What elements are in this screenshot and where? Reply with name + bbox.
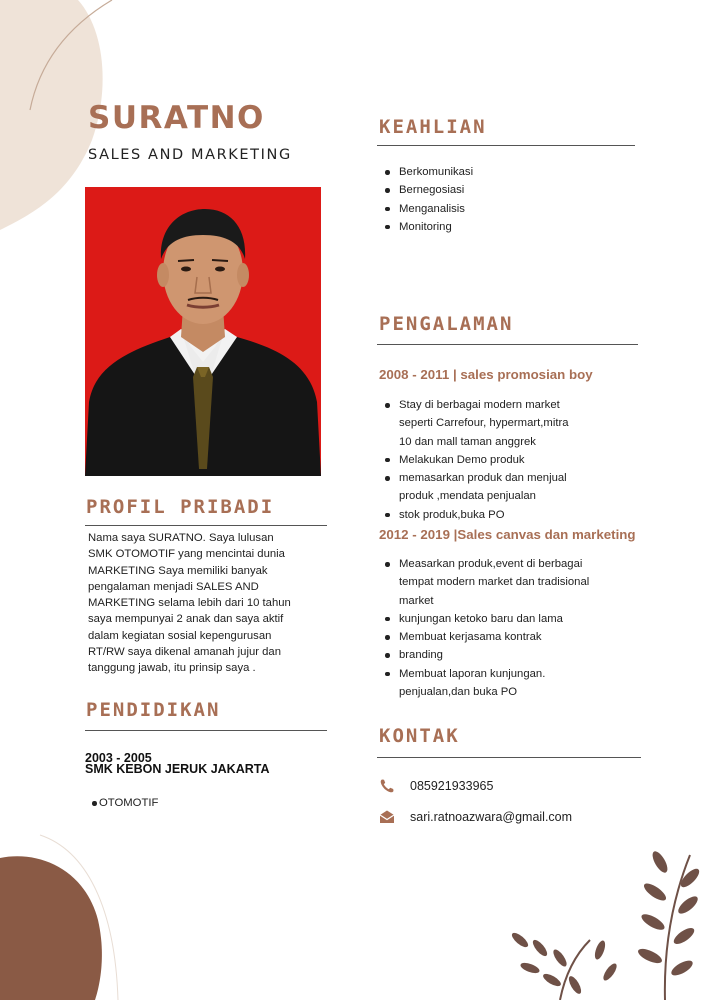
person-illustration bbox=[85, 187, 321, 476]
profil-line: RT/RW saya dikenal amanah jujur dan bbox=[88, 646, 281, 659]
profil-line: Nama saya SURATNO. Saya lulusan bbox=[88, 532, 274, 544]
skill-item: Menganalisis bbox=[379, 200, 473, 218]
skill-item: Monitoring bbox=[379, 218, 473, 236]
contact-email bbox=[379, 809, 572, 825]
job-duty bbox=[379, 610, 649, 628]
job-duty-line: market bbox=[399, 594, 434, 607]
job-header: 2012 - 2019 |Sales canvas dan marketing bbox=[379, 527, 636, 542]
kontak-divider bbox=[377, 757, 641, 758]
education-major: OTOMOTIF bbox=[86, 794, 158, 812]
leaf-branch-decoration bbox=[510, 849, 702, 1000]
job-duty bbox=[379, 469, 649, 506]
education-major-list bbox=[86, 794, 158, 812]
keahlian-section-title: KEAHLIAN bbox=[379, 116, 487, 138]
profil-line: tanggung jawab, itu prinsip saya . bbox=[88, 662, 256, 675]
contact-phone-text[interactable]: 085921933965 bbox=[410, 779, 494, 793]
candidate-name: SURATNO bbox=[88, 100, 265, 136]
phone-icon bbox=[379, 778, 395, 794]
profil-divider bbox=[85, 525, 327, 526]
job-duty bbox=[379, 451, 649, 469]
profil-line: dalam kegiatan sosial kepengurusan bbox=[88, 629, 272, 642]
job-duty-line: Membuat kerjasama kontrak bbox=[399, 631, 542, 644]
education-school: SMK KEBON JERUK JAKARTA bbox=[85, 762, 270, 776]
job-duty-line: stok produk,buka PO bbox=[399, 508, 505, 521]
job-duty bbox=[379, 628, 649, 646]
job-duty-line: memasarkan produk dan menjual bbox=[399, 472, 567, 485]
skills-list bbox=[379, 163, 473, 236]
job-duty-line: seperti Carrefour, hypermart,mitra bbox=[399, 417, 569, 430]
job-header: 2008 - 2011 | sales promosian boy bbox=[379, 367, 593, 382]
job-duty-line: 10 dan mall taman anggrek bbox=[399, 435, 536, 448]
profil-line: saya mempunyai 2 anak dan saya aktif bbox=[88, 613, 284, 626]
pengalaman-section-title: PENGALAMAN bbox=[379, 313, 514, 335]
pendidikan-divider bbox=[85, 730, 327, 731]
contact-phone bbox=[379, 778, 493, 794]
job-duty-line: kunjungan ketoko baru dan lama bbox=[399, 612, 563, 625]
job-duty bbox=[379, 396, 649, 451]
job-duties-list bbox=[379, 396, 649, 524]
job-duty-line: branding bbox=[399, 649, 443, 662]
candidate-role: SALES AND MARKETING bbox=[88, 147, 292, 163]
envelope-icon bbox=[379, 809, 395, 825]
job-duty-line: Measarkan produk,event di berbagai bbox=[399, 558, 583, 570]
job-duty-line: tempat modern market dan tradisional bbox=[399, 576, 590, 589]
education-years: 2003 - 2005 bbox=[85, 751, 152, 765]
profil-text bbox=[88, 530, 328, 677]
keahlian-divider bbox=[377, 145, 635, 146]
profile-photo bbox=[85, 187, 321, 476]
profil-line: MARKETING Saya memiliki banyak bbox=[88, 564, 268, 577]
pendidikan-section-title: PENDIDIKAN bbox=[86, 699, 221, 721]
job-duty bbox=[379, 506, 649, 524]
profil-line: MARKETING selama lebih dari 10 tahun bbox=[88, 597, 291, 610]
pengalaman-divider bbox=[377, 344, 638, 345]
skill-item: Berkomunikasi bbox=[379, 163, 473, 181]
job-duty bbox=[379, 646, 649, 664]
skill-item: Bernegosiasi bbox=[379, 181, 473, 199]
profil-line: pengalaman menjadi SALES AND bbox=[88, 580, 259, 593]
job-duty bbox=[379, 555, 649, 610]
job-duty bbox=[379, 665, 649, 702]
job-duty-line: Stay di berbagai modern market bbox=[399, 399, 560, 411]
job-duty-line: produk ,mendata penjualan bbox=[399, 490, 536, 503]
contact-email-text[interactable]: sari.ratnoazwara@gmail.com bbox=[410, 810, 573, 824]
profil-section-title: PROFIL PRIBADI bbox=[86, 496, 275, 518]
kontak-section-title: KONTAK bbox=[379, 725, 460, 747]
job-duty-line: Melakukan Demo produk bbox=[399, 453, 525, 466]
job-duties-list bbox=[379, 555, 649, 701]
job-duty-line: Membuat laporan kunjungan. bbox=[399, 667, 546, 680]
job-duty-line: penjualan,dan buka PO bbox=[399, 686, 518, 699]
profil-line: SMK OTOMOTIF yang mencintai dunia bbox=[88, 548, 285, 561]
